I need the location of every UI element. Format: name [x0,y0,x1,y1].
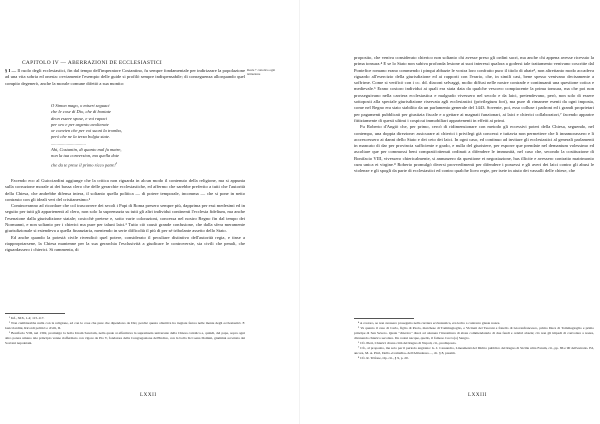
body-paragraph: Ed anche quando la potestà civile rivendicò quel potere, considerato il peculiare distintivo dell'autorità regia, e tinse a riappropriarsene, la Chiesa mantenne per la sua gerarchia l'esclusività a giudicare le controversie, sia civili che penali, che riguardassero i chierici. Si rammenta, di [5,234,245,253]
body-text [5,178,245,254]
poem-line: deon essere spose, e voi rapaci [51,115,107,121]
footnote: ⁷ Cfr., al proposito, ma solo per il periodo angioino: G. I. Cassandro, Lineamenti del Diritto pubblico del Regno di Sicilia ultra Farum, cit., pp. 86 e 90 dell'estratto. Ed, ancora, M. A. Pirri, Della «Comédia» dell'Abbadessa ..., cit. § 8, passim. [354,346,594,355]
poem-line: Ahi, Costantin, di quanto mal fu matre, [51,147,122,153]
body-paragraph: proposito, che veniva considerato chierico non soltanto chi avesse preso gli ordini sacri, ma anche chi appena avesse ricevuto la prima tonsura.⁴ E se lo Stato non subiva profonda lesione ai suoi interessi qualora a godersi tale trattamento venivano coscritte dal Pontefice romano erano commendo i pinqui abbazie le vostra loro confratto puro il titolo di abate⁵, non altrettanto modo accadeva riguardo all'esercizio della giurisdizione ed ai rapporti con l'erario, che, in simili casi, bene spesso venivano decisamente a soffrirne. Come si verificò con i cc. dd. diaconi selvaggi, molto diffusi nelle nostre contrade e continuanti una questione cotica e medievale.⁶ Erano costoro individui ai quali era stata data da qualche vescovo compiacente la prima tonsura, ma che poi non prosseguivano nella carriera ecclesiastica e malgrado vivessero nel secolo e da laici, pretendevano, però, non solo di essere sottoposti alla speciale giurisdizione riservata agli ecclesiastici (privilegium fori), ma pure di rimanere esenti da ogni imposta, come nel Regno era stato stabilito da un parlamento generale del 1443. Sovente, poi, esso colluse i padroni ed i grandi proprietari per pagamenti pubblicati per giustizia fiscale e a gettare ai magnati funzionari, ai laici e chierici collaboratori,⁷ facendo apparire fittiziamente di questi ultimi i cospicui immobiliari appartenenti in effetti ai primi. [354,55,594,123]
poem-line: che le cose di Dio, che di bontate [51,109,111,115]
poem-line: però che ne la terza bolgia state. [51,134,111,140]
right-page [300,0,600,424]
intro-text: Il ruolo degli ecclesiastici, fin dal tempo dell'imperatore Costantino, fu sempre fondamentale per indirizzare la popolazione ad una vita sobria ed onesta: ovviamente l'esempio delle guide si profilò sempre indispensabile; di conseguenza allorquando quel compito degenerò, anche la morale comune difettò a sua monito: [5,68,245,86]
poem-line: per oro e per argento avolterate [51,121,109,127]
heading-separator: — [58,60,68,66]
page-number: LXXII [140,393,157,398]
footnote-rule [354,318,414,319]
footnote: ² Non cambiarebbe nulla con la religione, ed con le cose che pure che dipendono da Dio; perché questa obiettiva ha tregiate ferrea nelle mente degli ecclesiastici. F. Guicciardini, Ricordi politici e civili, II. [5,321,245,330]
body-paragraph: Cominceranno ad ricordare che col trascorrere dei secoli i Papi di Roma presero sempre più, dapprima per essi medesimi ed in seguito per tutti gli appartenenti al clero, non solo la supremazia su tutti gli altri individui continenti l'ecclesia fidelium, ma anche l'esenzione dalla giurisdizione statale; cosicchè pretese e, sotto varie colorazioni, concessa nel nostro Regno fin dal tempo dei Normanni, e non soltanto per i chierici ma pure per taluni laici.³ Tutto ciò causò grande confusione, che dalla sfera meramente giurisdizionale si estendeva a quella finanziaria, mentendo in serie difficoltà il più di per sé tribolante assetto dello Stato. [5,203,245,234]
section-marker: § I — [5,68,18,73]
footnote: ³ Bonifacio VIII, nel 1302, promulgò la bolla Unam Sanctam, nella quale si affermava la supremazia universale della Chiesa cattolica e, quindi, del papa, sopra ogni altro potere umano tale principio venne riaffermato con vigore da Pio V, fondatore della Congregazione dell'Indice, con la bolla In Coena Domini, giammai accettata dai Sovrani napoletani. [5,331,245,345]
poem-line: or convien che per voi suoni la tromba, [51,128,122,134]
body-paragraph: Facendo eco al Guicciardini aggiunge che la critica non riguarda in alcun modo il contenuto della religione, ma si appunta sulla corruzione morale ai dei bassa clero che delle gerarchie ecclesiastiche, ed affermo che sarebbe preferito a tutti che l'autorità della Chiesa, che andrebbe difensa intera, il soltanto quella politica — di potere temporale, incomma — che si pone in netto contrasto con gli ideali veri del cristianesimo.² [5,178,245,202]
intro-paragraph [5,68,245,87]
chapter-heading [22,60,162,66]
footnote: ¹ Inf., XIX, 1-4; 115-117. [9,316,45,320]
poem-line: non la tua conversion, ma quella dote [51,153,120,159]
footnote: ⁵ Va quanto il caso di Carlo, figlio di Paolo, marchese di Tommagioglio, e Vicinati del Tuscani e fratello di Giovanfrancesco, primo Duca di Tommagioglio e primo principe di San Severo. Quale "chierico" diacè ad ottenere l'investitura di abate commendatario di due feudi e celebri abazie; ciò non gli impedì di convolare a nozze, divenendo chierico secolare. Da costui nacque, quello, il famoso Cecco(o) Sangro. [354,326,594,340]
chapter-number: CAPITOLO IV [22,60,59,66]
poem-note-ref: 1 [115,160,118,165]
footnotes [5,316,245,346]
dante-quote [51,103,291,168]
poem-line: che da te prese il primo ricco patre!$^1$ [51,160,118,168]
body-paragraph: Fu Roberto d'Angiò che, per primo, cercò di ridimensionare con metodo gli eccessivi poteri della Chiesa, seguendo, nel contempo, una doppia direzione: assicurare ai chierici i privilegi già concessi e tuttavia non permettere che li innamorassero e li accrescessero ai danni dello Stato e dei ceto dei laici. In ogni caso, ed continuo ad invitare gli ecclesiastici al generali parlamenti in mancato di dar per provincia sufficiente e grado, e nulla del giuristere, per esporre que prendate nel demanium volessimo ed ascoltare que per commossi beni comprati/ottenuti ordinati a difendere le immunità, nel caso che, secondo la costituzione di Bonifacio VIII, vivessero chiericalmente, si annunzero da questione et negoziazione, hus illicite e avessero contratto matrimonio cum unica et virgine.⁸ Roberto promulgò diversi provvedimenti per difendere i possessi e gli averi dei laici contro gli abusi le violenze e gli spogli da parte di ecclesiastici ed contro qualche liceo regie, per isete in aiuto dei vassalli delle chiese, che [354,124,594,174]
chapter-title: ABERRAZIONI DE ECCLESIASTICI [67,60,162,66]
poem-line: O Simon mago, o miseri seguaci [51,103,110,108]
page-number: LXXIII [468,393,487,398]
footnote: ⁸ Cfr. R. Trifone, Op. cit., § 9, p. 20. [358,356,409,360]
poem-ellipsis: ............................... [51,140,86,146]
footnote: ⁶ Cfr. Pieri, Chierici di una città del Regno di Napoli, cit., predisposto. [358,341,457,345]
footnote-rule [5,313,65,314]
footnotes [354,321,594,361]
margin-note: Reale + cattolico ogni istituzione [247,68,276,76]
footnote: ⁴ A costoro, se non avessero proseguito nella carriera ecclesiastica, era lecito a contrarre giuste nozze. [358,321,501,325]
body-text [354,55,594,175]
